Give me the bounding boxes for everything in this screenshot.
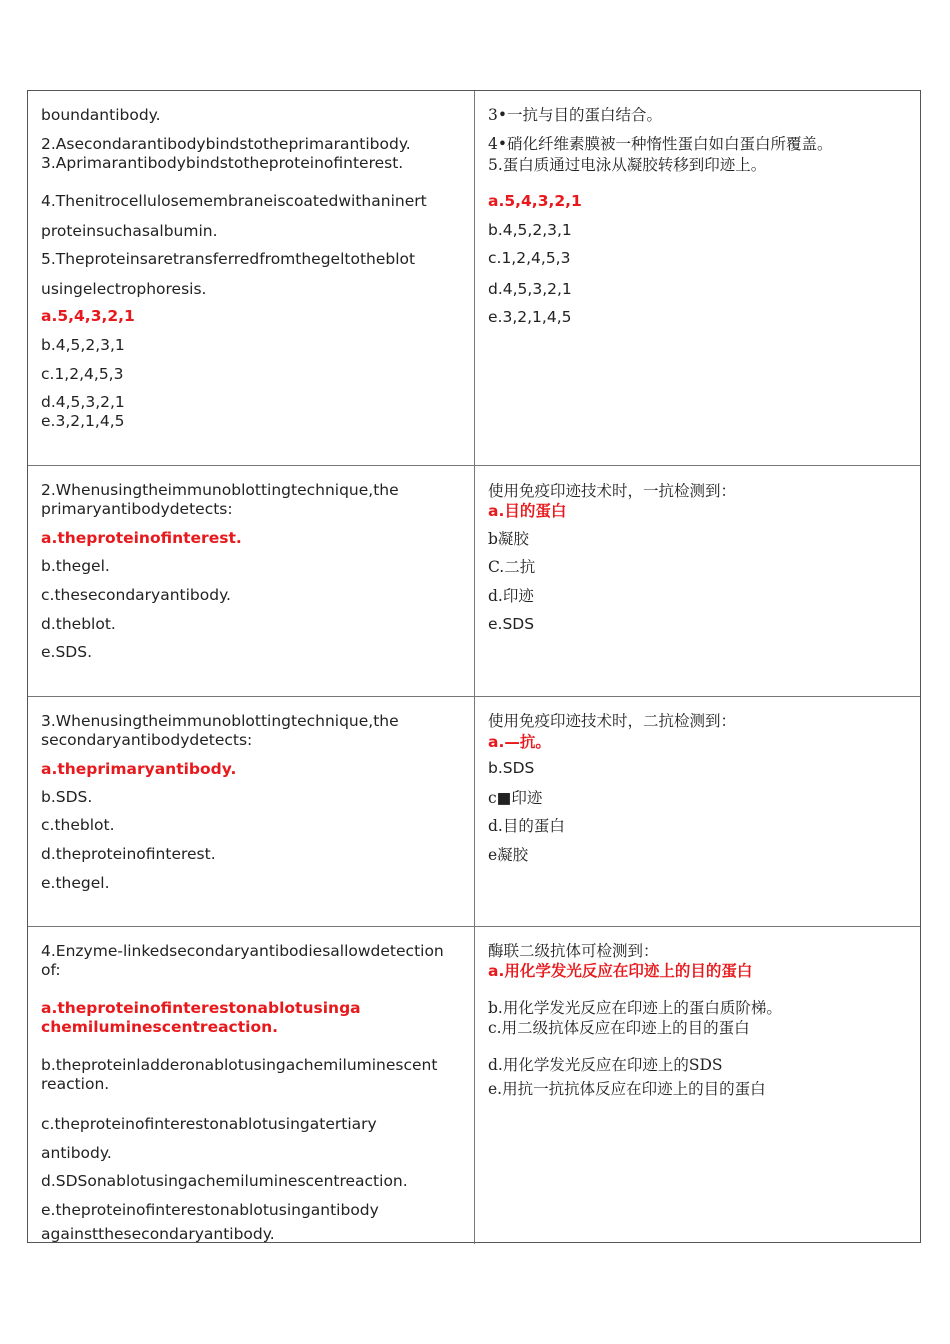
- answer-line: a.5,4,3,2,1: [41, 307, 135, 325]
- option-line: e.theproteinofinterestonablotusingantibody: [41, 1201, 379, 1219]
- option-line: b.SDS: [488, 759, 535, 777]
- text-line: 4.Thenitrocellulosemembraneiscoatedwithaninert: [41, 192, 427, 210]
- answer-line: a.目的蛋白: [488, 502, 567, 520]
- text-line: usingelectrophoresis.: [41, 280, 207, 298]
- english-cell: [28, 91, 475, 465]
- text-line: 酶联二级抗体可检测到：: [488, 942, 659, 960]
- text-line: 4.Enzyme-linkedsecondaryantibodiesallowdetection: [41, 942, 444, 960]
- text-line: 5.蛋白质通过电泳从凝胶转移到印迹上。: [488, 156, 767, 174]
- option-line: e.thegel.: [41, 874, 110, 892]
- question-block-4: [28, 927, 920, 1244]
- text-line: 3.Aprimarantibodybindstotheproteinofinterest.: [41, 154, 404, 172]
- option-line: b.4,5,2,3,1: [41, 336, 125, 354]
- text-line: secondaryantibodydetects:: [41, 731, 253, 749]
- option-line: c.theproteinofinterestonablotusingatertiary: [41, 1115, 377, 1133]
- option-line: c.1,2,4,5,3: [488, 249, 571, 267]
- option-line: d.用化学发光反应在印迹上的SDS: [488, 1056, 723, 1074]
- option-line: b凝胶: [488, 530, 529, 548]
- option-line: c.1,2,4,5,3: [41, 365, 124, 383]
- option-line: c.theblot.: [41, 816, 115, 834]
- question-block-3: [28, 697, 920, 927]
- text-line: 3.Whenusingtheimmunoblottingtechnique,the: [41, 712, 399, 730]
- chinese-cell: [475, 697, 920, 926]
- text-line: 3•一抗与目的蛋白结合。: [488, 106, 663, 124]
- chinese-cell: [475, 927, 920, 1244]
- text-line: 4•硝化纤维素膜被一种惰性蛋白如白蛋白所覆盖。: [488, 135, 833, 153]
- text-line: boundantibody.: [41, 106, 161, 124]
- option-line: d.印迹: [488, 587, 534, 605]
- option-line: againstthesecondaryantibody.: [41, 1225, 275, 1243]
- option-line: e.SDS.: [41, 643, 93, 661]
- answer-line: a.—抗。: [488, 733, 551, 751]
- text-line: 2.Asecondarantibodybindstotheprimarantibody.: [41, 135, 411, 153]
- option-line: reaction.: [41, 1075, 110, 1093]
- option-line: d.theblot.: [41, 615, 116, 633]
- question-table: [27, 90, 921, 1243]
- question-block-1: [28, 91, 920, 466]
- option-line: antibody.: [41, 1144, 112, 1162]
- option-line: b.用化学发光反应在印迹上的蛋白质阶梯。: [488, 999, 782, 1017]
- option-line: d.theproteinofinterest.: [41, 845, 216, 863]
- option-line: e凝胶: [488, 846, 529, 864]
- text-line: of:: [41, 961, 61, 979]
- answer-line: a.theproteinofinterestonablotusinga: [41, 999, 361, 1017]
- option-line: b.thegel.: [41, 557, 110, 575]
- option-line: c.thesecondaryantibody.: [41, 586, 231, 604]
- answer-line: a.用化学发光反应在印迹上的目的蛋白: [488, 962, 753, 980]
- question-block-2: [28, 466, 920, 697]
- option-line: e.用抗一抗抗体反应在印迹上的目的蛋白: [488, 1080, 766, 1098]
- text-line: 2.Whenusingtheimmunoblottingtechnique,the: [41, 481, 399, 499]
- option-line: d.4,5,3,2,1: [41, 393, 125, 411]
- chinese-cell: [475, 91, 920, 465]
- english-cell: [28, 466, 475, 696]
- option-line: d.4,5,3,2,1: [488, 280, 572, 298]
- text-line: proteinsuchasalbumin.: [41, 222, 218, 240]
- option-line: C.二抗: [488, 558, 536, 576]
- text-line: 使用免疫印迹技术时，一抗检测到：: [488, 482, 737, 500]
- text-line: primaryantibodydetects:: [41, 500, 233, 518]
- option-line: e.3,2,1,4,5: [41, 412, 125, 430]
- option-line: d.SDSonablotusingachemiluminescentreaction.: [41, 1172, 408, 1190]
- text-line: 5.Theproteinsaretransferredfromthegeltotheblot: [41, 250, 416, 268]
- option-line: e.SDS: [488, 615, 535, 633]
- option-line: d.目的蛋白: [488, 817, 565, 835]
- answer-line: a.5,4,3,2,1: [488, 192, 582, 210]
- option-line: c.用二级抗体反应在印迹上的目的蛋白: [488, 1019, 750, 1037]
- chinese-cell: [475, 466, 920, 696]
- answer-line: a.theproteinofinterest.: [41, 529, 242, 547]
- answer-line: a.theprimaryantibody.: [41, 760, 237, 778]
- option-line: c■印迹: [488, 789, 543, 807]
- option-line: b.theproteinladderonablotusingachemiluminescent: [41, 1056, 438, 1074]
- english-cell: [28, 697, 475, 926]
- text-line: 使用免疫印迹技术时，二抗检测到：: [488, 712, 737, 730]
- english-cell: [28, 927, 475, 1244]
- option-line: b.SDS.: [41, 788, 93, 806]
- option-line: e.3,2,1,4,5: [488, 308, 572, 326]
- answer-line: chemiluminescentreaction.: [41, 1018, 279, 1036]
- option-line: b.4,5,2,3,1: [488, 221, 572, 239]
